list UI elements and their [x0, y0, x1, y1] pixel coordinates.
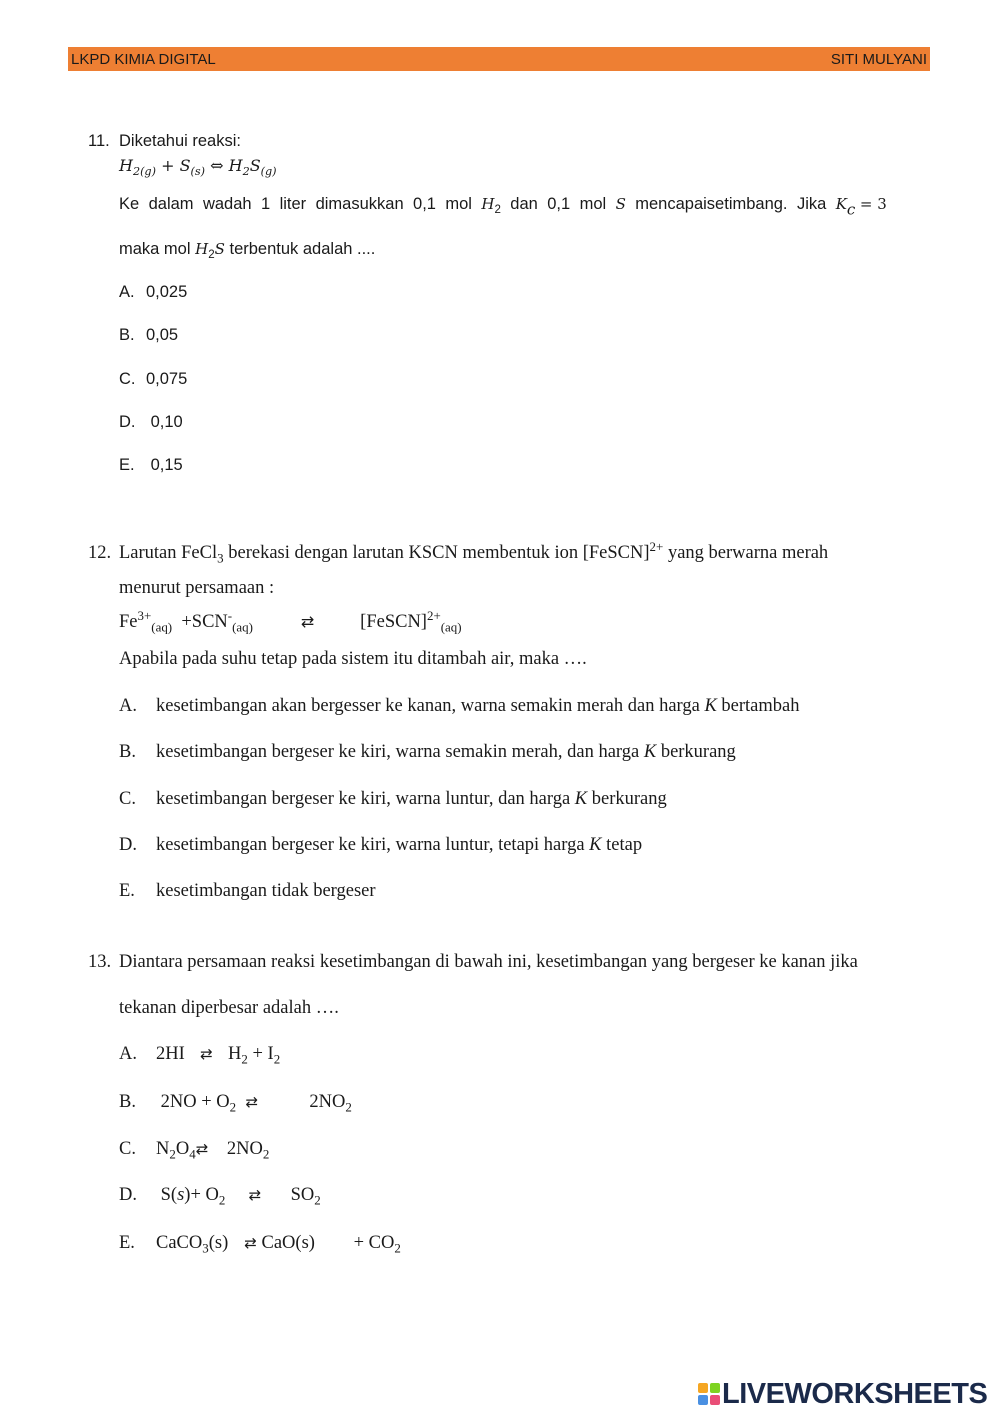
q13-number: 13. — [88, 952, 112, 972]
q11-intro: Diketahui reaksi: — [119, 132, 241, 150]
header-right-author: SITI MULYANI — [830, 50, 927, 68]
q13-option-a[interactable]: A. 2HI ⇄ $H_2 + I_2$ — [119, 1044, 281, 1067]
q12-text-line4: Apabila pada suhu tetap pada sistem itu ditambah air, maka …. — [119, 649, 587, 669]
q13-option-d[interactable]: D. $S(s)+ O_2$ ⇄ $SO_2$ — [119, 1185, 321, 1208]
q13-option-c[interactable]: C. $N_2O_4⇄$ $2NO_2$ — [119, 1139, 270, 1162]
liveworksheets-logo — [698, 1378, 987, 1410]
q11-option-a[interactable]: A. 0,025 — [119, 283, 188, 301]
liveworksheets-logo-icon — [698, 1383, 720, 1405]
q13-text-line1: 13. Diantara persamaan reaksi kesetimbangan di bawah ini, kesetimbangan yang bergeser ke kanan jika — [88, 952, 858, 972]
q11-text-line1: Ke dalam wadah 1 liter dimasukkan 0,1 mol $H_2$ dan 0,1 mol S mencapaisetimbang. Jika $K_c = 3$ — [119, 195, 887, 219]
q12-option-e[interactable]: E. kesetimbangan tidak bergeser — [119, 881, 376, 901]
header-left-title: LKPD KIMIA DIGITAL — [71, 50, 216, 68]
q11-text-line2: maka mol $H_2S$ terbentuk adalah .... — [119, 240, 376, 262]
logo-square-2 — [710, 1383, 720, 1393]
q13-text-line2: tekanan diperbesar adalah …. — [119, 998, 339, 1018]
q12-option-a[interactable]: A. kesetimbangan akan bergesser ke kanan, warna semakin merah dan harga K bertambah — [119, 696, 800, 716]
q12-number: 12. — [88, 543, 112, 563]
q12-text-line1: 12. Larutan FeCl$_3$ berekasi dengan larutan KSCN membentuk ion [FeSCN]$^{2+}$ yang berwarna merah — [88, 538, 829, 566]
q11-intro-line — [88, 132, 241, 151]
q11-option-c[interactable]: C. 0,075 — [119, 370, 188, 388]
q12-option-c[interactable]: C. kesetimbangan bergeser ke kiri, warna luntur, dan harga K berkurang — [119, 789, 667, 809]
q12-text-line2: menurut persamaan : — [119, 578, 275, 598]
liveworksheets-logo-text: LIVEWORKSHEETS — [722, 1377, 988, 1410]
q12-option-b[interactable]: B. kesetimbangan bergeser ke kiri, warna semakin merah, dan harga K berkurang — [119, 742, 736, 762]
logo-square-3 — [698, 1395, 708, 1405]
logo-square-4 — [710, 1395, 720, 1405]
logo-square-1 — [698, 1383, 708, 1393]
q11-number: 11. — [88, 132, 110, 150]
q11-equation: $H_{2(g)} + S_{(s)}$ ⇔ $H_2S_{(g)}$ — [119, 156, 277, 178]
q11-option-b[interactable]: B. 0,05 — [119, 326, 179, 344]
q12-option-d[interactable]: D. kesetimbangan bergeser ke kiri, warna luntur, tetapi harga K tetap — [119, 835, 643, 855]
q13-option-e[interactable]: E. CaCO$_3$(s) ⇄ $CaO(s) + CO_2$ — [119, 1233, 401, 1256]
q11-option-e[interactable]: E. 0,15 — [119, 456, 183, 474]
page-header — [68, 47, 930, 71]
q13-option-b[interactable]: B. $2NO + O_2$ ⇄ $2NO_2$ — [119, 1092, 352, 1115]
q11-option-d[interactable]: D. 0,10 — [119, 413, 183, 431]
q12-equation: $Fe^{3+}_{(aq)} +SCN^-_{(aq)}$ ⇄ [FeSCN]$^{2+}_{(aq)}$ — [119, 607, 462, 635]
